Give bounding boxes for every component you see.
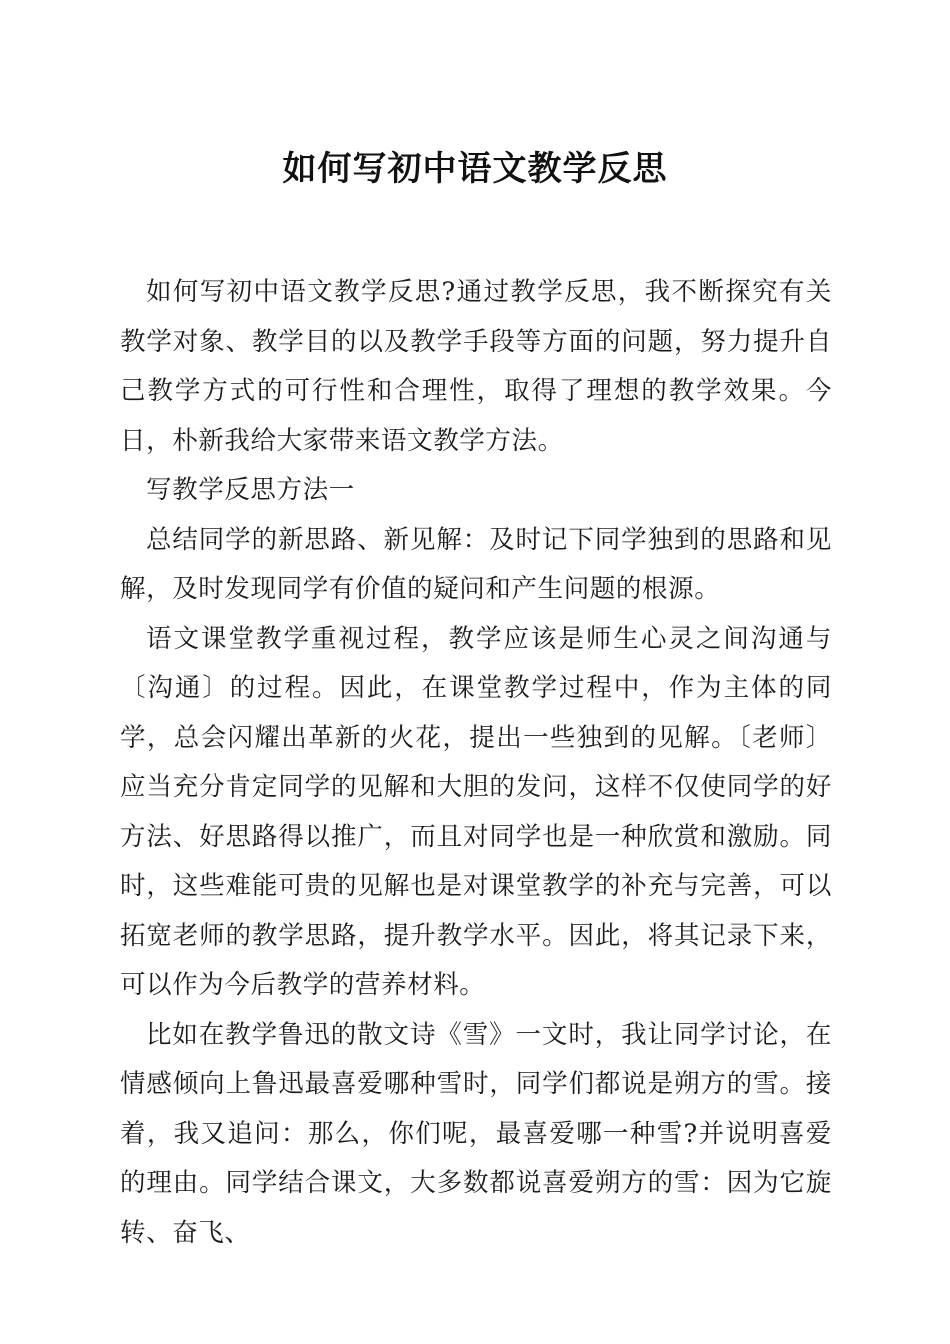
document-title: 如何写初中语文教学反思 [282,149,668,189]
paragraph-example-snow: 比如在教学鲁迅的散文诗《雪》一文时，我让同学讨论，在情感倾向上鲁迅最喜爱哪种雪时，同学们都说是朔方的雪。接着，我又追问：那么，你们呢，最喜爱哪一种雪?并说明喜爱的理由。同学结合课文，大多数都说喜爱朔方的雪：因为它旋转、奋飞、 [120,1019,832,1248]
paragraph-method-heading: 写教学反思方法一 [146,475,355,505]
paragraph-summary: 总结同学的新思路、新见解：及时记下同学独到的思路和见解，及时发现同学有价值的疑问和产生问题的根源。 [120,524,832,604]
paragraph-intro: 如何写初中语文教学反思?通过教学反思，我不断探究有关教学对象、教学目的以及教学手段等方面的问题，努力提升自己教学方式的可行性和合理性，取得了理想的教学效果。今日，朴新我给大家带来语文教学方法。 [120,277,832,456]
paragraph-classroom-process: 语文课堂教学重视过程，教学应该是师生心灵之间沟通与〔沟通〕的过程。因此，在课堂教学过程中，作为主体的同学，总会闪耀出革新的火花，提出一些独到的见解。〔老师〕应当充分肯定同学的见解和大胆的发问，这样不仅使同学的好方法、好思路得以推广，而且对同学也是一种欣赏和激励。同时，这些难能可贵的见解也是对课堂教学的补充与完善，可以拓宽老师的教学思路，提升教学水平。因此，将其记录下来，可以作为今后教学的营养材料。 [120,623,832,1000]
document-body [120,268,832,1258]
